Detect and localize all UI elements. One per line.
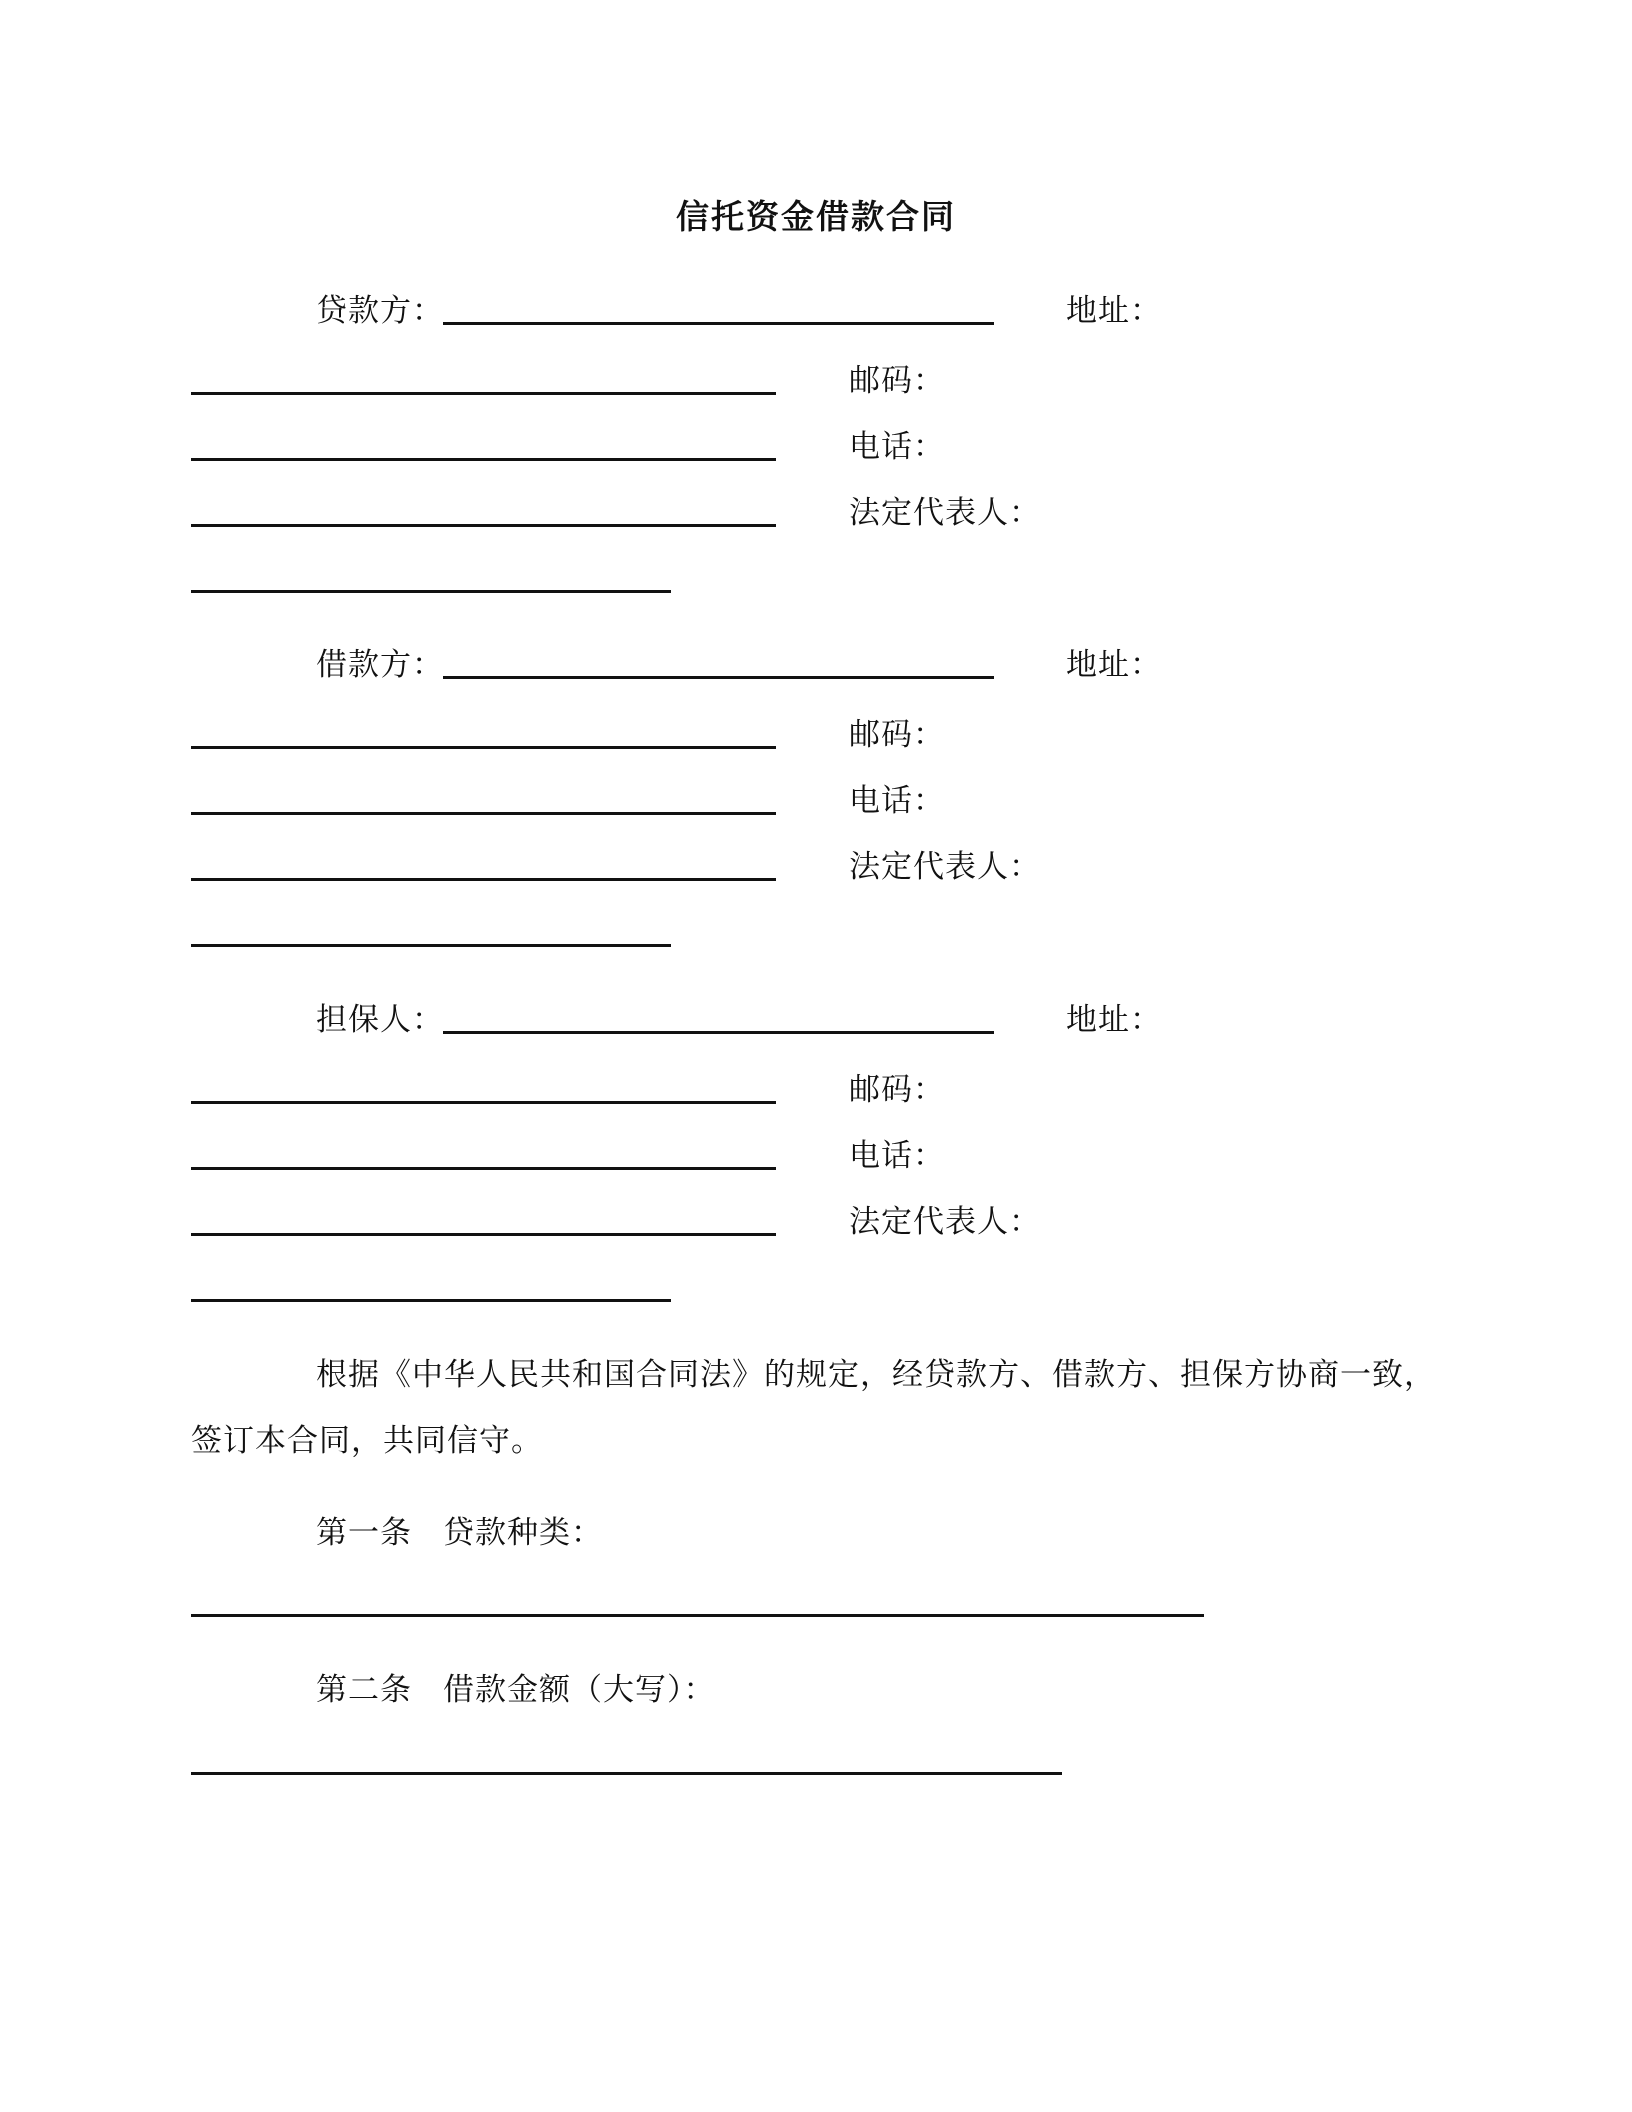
guarantor-address-label: 地址： [1066,1002,1162,1038]
borrower-postcode-label: 邮码： [849,717,945,753]
borrower-address-label: 地址： [1066,647,1162,683]
guarantor-postcode-label: 邮码： [849,1072,945,1108]
guarantor-phone-label: 电话： [849,1138,945,1174]
document-title: 信托资金借款合同 [676,197,956,236]
borrower-legal-rep-label: 法定代表人： [849,849,1041,885]
borrower-legal-rep-blank [191,944,671,947]
clause-1-label: 贷款种类： [443,1515,603,1551]
lender-postcode-blank [191,458,776,461]
borrower-postcode-blank [191,812,776,815]
clause-1-number: 第一条 [316,1515,412,1551]
lender-phone-label: 电话： [849,429,945,465]
borrower-label: 借款方： [316,647,444,683]
clause-1-blank [191,1614,1204,1617]
lender-label: 贷款方： [316,293,444,329]
lender-legal-rep-label: 法定代表人： [849,495,1041,531]
guarantor-legal-rep-label: 法定代表人： [849,1204,1041,1240]
clause-2-label: 借款金额（大写）： [443,1672,716,1708]
lender-address-blank [191,392,776,395]
lender-name-blank [443,322,994,325]
guarantor-address-blank [191,1101,776,1104]
lender-phone-blank [191,524,776,527]
lender-postcode-label: 邮码： [849,363,945,399]
preamble-line-2: 签订本合同，共同信守。 [191,1423,543,1459]
lender-legal-rep-blank [191,590,671,593]
guarantor-legal-rep-blank [191,1299,671,1302]
borrower-phone-blank [191,878,776,881]
borrower-phone-label: 电话： [849,783,945,819]
clause-2-blank [191,1772,1062,1775]
guarantor-label: 担保人： [316,1002,444,1038]
guarantor-phone-blank [191,1233,776,1236]
clause-2-number: 第二条 [316,1672,412,1708]
preamble-line-1: 根据《中华人民共和国合同法》的规定，经贷款方、借款方、担保方协商一致， [316,1357,1436,1393]
borrower-address-blank [191,746,776,749]
lender-address-label: 地址： [1066,293,1162,329]
guarantor-postcode-blank [191,1167,776,1170]
borrower-name-blank [443,676,994,679]
guarantor-name-blank [443,1031,994,1034]
